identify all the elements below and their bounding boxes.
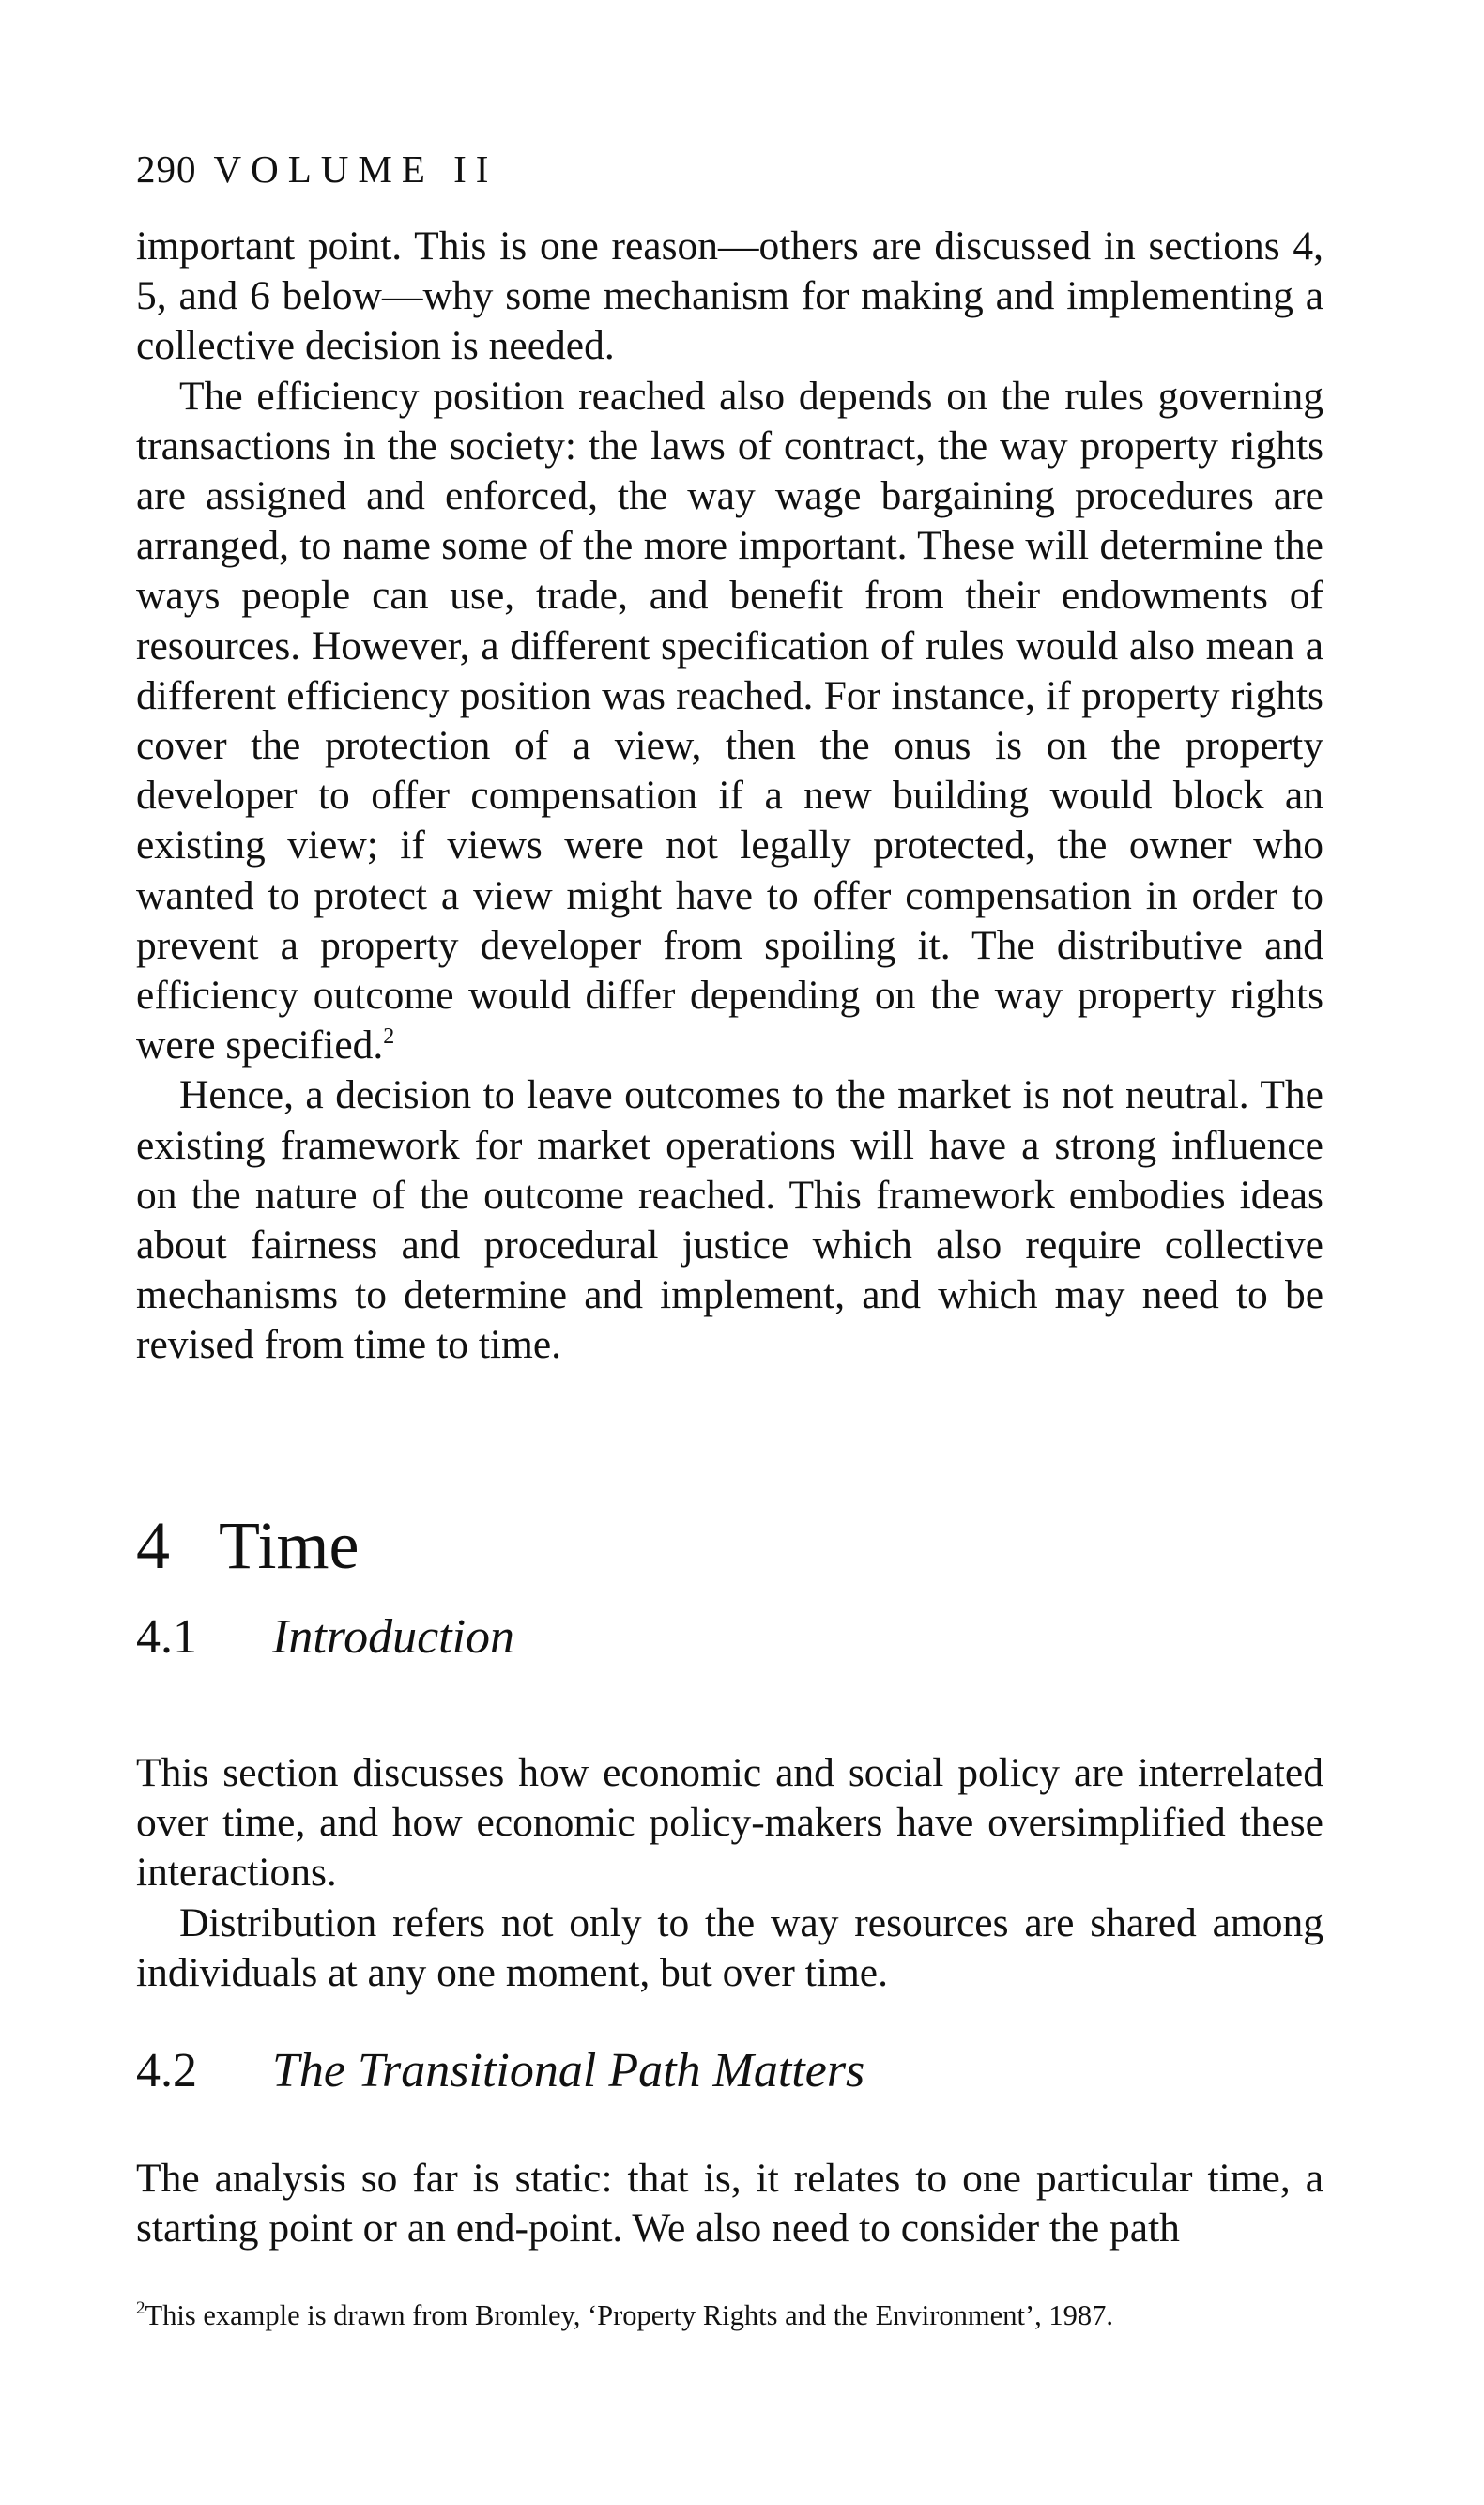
subsection-heading [136,1610,515,1664]
body-text-top [136,222,1323,1371]
body-text-intro [136,1748,1323,1998]
paragraph: This section discusses how economic and social policy are interrelated over time, and how economic policy-makers have oversimplified these interactions. [136,1750,1323,1896]
footnote-marker: 2 [136,2298,145,2318]
section-title: Time [219,1508,360,1583]
paragraph: Distribution refers not only to the way resources are shared among individuals at any one moment, but over time. [136,1899,1323,1995]
volume-label: VOLUME II [213,147,498,191]
section-number: 4 [136,1508,170,1583]
footnote-reference: 2 [383,1024,395,1050]
book-page [136,0,1323,2505]
running-head [136,147,498,191]
subsection-title: Introduction [272,1610,515,1664]
paragraph: important point. This is one reason—others are discussed in sections 4, 5, and 6 below—why some mechanism for making and implementing a collective decision is needed. [136,223,1323,369]
page-number: 290 [136,147,197,191]
section-heading [136,1508,360,1583]
subsection-title: The Transitional Path Matters [272,2044,865,2098]
paragraph: The efficiency position reached also depends on the rules governing transactions in the society: the laws of contract, the way property rights are assigned and enforced, the way wage bargaining procedures are arranged, to name some of the more important. These will determine the ways people can use, trade, and benefit from their endowments of resources. However, a different specification of rules would also mean a different efficiency position was reached. For instance, if property rights cover the protection of a view, then the onus is on the property developer to offer compensation if a new building would block an existing view; if views were not legally protected, the owner who wanted to protect a view might have to offer compensation in order to prevent a property developer from spoiling it. The distributive and efficiency outcome would differ depending on the way property rights were specified.$^2$ [136,373,1323,1068]
footnote [136,2298,1323,2333]
subsection-number: 4.1 [136,1610,197,1664]
paragraph: The analysis so far is static: that is, it relates to one particular time, a starting point or an end-point. We also need to consider the path [136,2156,1323,2251]
subsection-heading [136,2044,865,2098]
paragraph: Hence, a decision to leave outcomes to the market is not neutral. The existing framework for market operations will have a strong influence on the nature of the outcome reached. This framework embodies ideas about fairness and procedural justice which also require collective mechanisms to determine and implement, and which may need to be revised from time to time. [136,1072,1323,1368]
subsection-number: 4.2 [136,2044,197,2098]
body-text-path [136,2154,1323,2253]
footnote-text: This example is drawn from Bromley, ‘Property Rights and the Environment’, 1987. [145,2299,1113,2331]
